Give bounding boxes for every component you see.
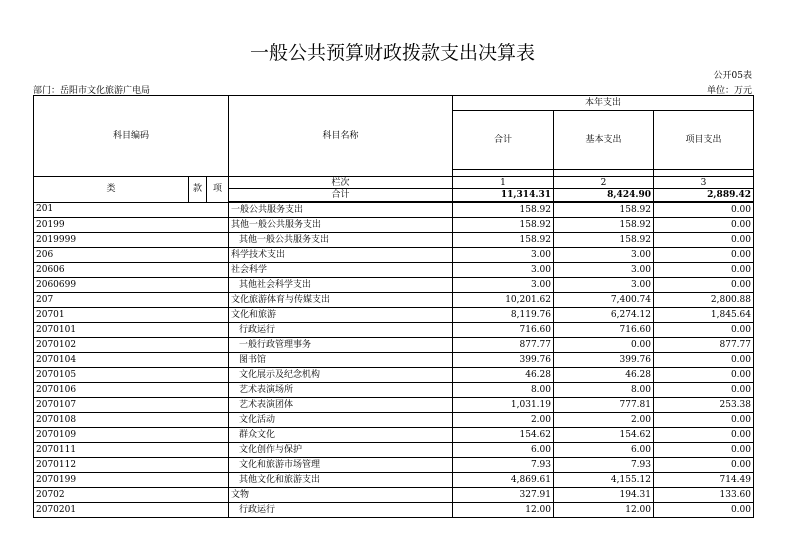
row-basic: 12.00 xyxy=(554,503,654,518)
page-title: 一般公共预算财政拨款支出决算表 xyxy=(249,42,535,64)
row-name: 一般行政管理事务 xyxy=(229,338,453,353)
row-total: 8.00 xyxy=(453,383,554,398)
row-name: 文化和旅游 xyxy=(229,308,453,323)
expenditure-table xyxy=(33,95,754,518)
row-name: 一般公共服务支出 xyxy=(229,202,453,218)
row-code: 20702 xyxy=(34,488,229,503)
row-code: 2070102 xyxy=(34,338,229,353)
row-code: 2070104 xyxy=(34,353,229,368)
row-total: 46.28 xyxy=(453,368,554,383)
table-row xyxy=(34,293,754,308)
row-code: 20606 xyxy=(34,263,229,278)
row-total: 3.00 xyxy=(453,263,554,278)
xiang-header: 项 xyxy=(207,177,229,203)
row-code: 2070111 xyxy=(34,443,229,458)
row-basic: 777.81 xyxy=(554,398,654,413)
row-basic: 7.93 xyxy=(554,458,654,473)
row-basic: 194.31 xyxy=(554,488,654,503)
row-basic: 6.00 xyxy=(554,443,654,458)
row-name: 文化和旅游市场管理 xyxy=(229,458,453,473)
table-row xyxy=(34,413,754,428)
row-project: 0.00 xyxy=(654,458,754,473)
row-total: 4,869.61 xyxy=(453,473,554,488)
row-code: 2070106 xyxy=(34,383,229,398)
row-basic: 158.92 xyxy=(554,233,654,248)
row-basic: 716.60 xyxy=(554,323,654,338)
spacer-cell xyxy=(453,170,554,177)
row-name: 其他社会科学支出 xyxy=(229,278,453,293)
row-total: 7.93 xyxy=(453,458,554,473)
row-project: 0.00 xyxy=(654,383,754,398)
row-project: 0.00 xyxy=(654,428,754,443)
table-row xyxy=(34,398,754,413)
row-basic: 158.92 xyxy=(554,218,654,233)
row-basic: 7,400.74 xyxy=(554,293,654,308)
table-row xyxy=(34,473,754,488)
row-project: 133.60 xyxy=(654,488,754,503)
table-row xyxy=(34,218,754,233)
total-row-label: 合计 xyxy=(229,189,453,203)
department-label: 部门：岳阳市文化旅游广电局 xyxy=(33,86,151,96)
row-name: 文化创作与保护 xyxy=(229,443,453,458)
row-basic: 3.00 xyxy=(554,263,654,278)
row-code: 207 xyxy=(34,293,229,308)
table-row xyxy=(34,202,754,218)
spacer-cell xyxy=(654,170,754,177)
total-row-total: 11,314.31 xyxy=(453,189,554,203)
row-name: 文化展示及纪念机构 xyxy=(229,368,453,383)
row-name: 其他文化和旅游支出 xyxy=(229,473,453,488)
row-code: 20199 xyxy=(34,218,229,233)
row-basic: 3.00 xyxy=(554,278,654,293)
table-row xyxy=(34,323,754,338)
unit-label: 单位：万元 xyxy=(706,86,752,96)
row-basic: 8.00 xyxy=(554,383,654,398)
table-row xyxy=(34,503,754,518)
row-code: 2070201 xyxy=(34,503,229,518)
row-project: 0.00 xyxy=(654,503,754,518)
row-total: 327.91 xyxy=(453,488,554,503)
row-project: 0.00 xyxy=(654,368,754,383)
table-row xyxy=(34,428,754,443)
row-project: 0.00 xyxy=(654,323,754,338)
row-project: 877.77 xyxy=(654,338,754,353)
table-row xyxy=(34,233,754,248)
form-number: 公开05表 xyxy=(713,71,752,81)
table-row xyxy=(34,458,754,473)
row-total: 8,119.76 xyxy=(453,308,554,323)
row-code: 2070101 xyxy=(34,323,229,338)
row-total: 158.92 xyxy=(453,218,554,233)
row-code: 2060699 xyxy=(34,278,229,293)
basic-header: 基本支出 xyxy=(554,111,654,170)
row-total: 877.77 xyxy=(453,338,554,353)
subject-name-header: 科目名称 xyxy=(229,96,453,177)
row-code: 2070105 xyxy=(34,368,229,383)
row-project: 0.00 xyxy=(654,443,754,458)
row-name: 文化活动 xyxy=(229,413,453,428)
spacer-cell xyxy=(554,170,654,177)
table-row xyxy=(34,488,754,503)
row-total: 6.00 xyxy=(453,443,554,458)
row-total: 399.76 xyxy=(453,353,554,368)
row-name: 社会科学 xyxy=(229,263,453,278)
col-number-3: 3 xyxy=(654,177,754,189)
row-project: 714.49 xyxy=(654,473,754,488)
table-row xyxy=(34,308,754,323)
row-total: 158.92 xyxy=(453,202,554,218)
row-total: 3.00 xyxy=(453,278,554,293)
project-header: 项目支出 xyxy=(654,111,754,170)
table-row xyxy=(34,353,754,368)
row-project: 0.00 xyxy=(654,278,754,293)
lei-header: 类 xyxy=(34,177,189,203)
total-row-basic: 8,424.90 xyxy=(554,189,654,203)
kuan-header: 款 xyxy=(189,177,207,203)
row-code: 2070112 xyxy=(34,458,229,473)
row-basic: 3.00 xyxy=(554,248,654,263)
table-row xyxy=(34,263,754,278)
table-row xyxy=(34,338,754,353)
row-code: 2070107 xyxy=(34,398,229,413)
row-name: 艺术表演场所 xyxy=(229,383,453,398)
row-name: 文物 xyxy=(229,488,453,503)
row-code: 206 xyxy=(34,248,229,263)
row-project: 0.00 xyxy=(654,353,754,368)
row-basic: 2.00 xyxy=(554,413,654,428)
row-name: 文化旅游体育与传媒支出 xyxy=(229,293,453,308)
current-year-header: 本年支出 xyxy=(453,96,754,111)
table-row xyxy=(34,368,754,383)
table-row xyxy=(34,278,754,293)
row-name: 艺术表演团体 xyxy=(229,398,453,413)
row-total: 10,201.62 xyxy=(453,293,554,308)
col-number-1: 1 xyxy=(453,177,554,189)
row-project: 0.00 xyxy=(654,248,754,263)
row-total: 158.92 xyxy=(453,233,554,248)
row-basic: 154.62 xyxy=(554,428,654,443)
total-row-project: 2,889.42 xyxy=(654,189,754,203)
row-project: 0.00 xyxy=(654,202,754,218)
col-number-2: 2 xyxy=(554,177,654,189)
row-total: 3.00 xyxy=(453,248,554,263)
subject-code-header: 科目编码 xyxy=(34,96,229,177)
column-no-label: 栏次 xyxy=(229,177,453,189)
row-name: 行政运行 xyxy=(229,323,453,338)
table-row xyxy=(34,383,754,398)
row-name: 行政运行 xyxy=(229,503,453,518)
row-code: 201 xyxy=(34,202,229,218)
row-project: 0.00 xyxy=(654,263,754,278)
row-project: 2,800.88 xyxy=(654,293,754,308)
table-row xyxy=(34,443,754,458)
row-project: 0.00 xyxy=(654,218,754,233)
row-name: 科学技术支出 xyxy=(229,248,453,263)
row-total: 1,031.19 xyxy=(453,398,554,413)
row-code: 2070199 xyxy=(34,473,229,488)
table-row xyxy=(34,248,754,263)
row-name: 其他一般公共服务支出 xyxy=(229,233,453,248)
row-code: 2019999 xyxy=(34,233,229,248)
row-total: 12.00 xyxy=(453,503,554,518)
row-total: 716.60 xyxy=(453,323,554,338)
row-basic: 399.76 xyxy=(554,353,654,368)
row-total: 2.00 xyxy=(453,413,554,428)
row-basic: 6,274.12 xyxy=(554,308,654,323)
row-basic: 158.92 xyxy=(554,202,654,218)
row-code: 2070108 xyxy=(34,413,229,428)
row-basic: 0.00 xyxy=(554,338,654,353)
total-header: 合计 xyxy=(453,111,554,170)
row-project: 0.00 xyxy=(654,233,754,248)
row-project: 253.38 xyxy=(654,398,754,413)
row-project: 0.00 xyxy=(654,413,754,428)
row-code: 20701 xyxy=(34,308,229,323)
row-code: 2070109 xyxy=(34,428,229,443)
row-name: 其他一般公共服务支出 xyxy=(229,218,453,233)
row-project: 1,845.64 xyxy=(654,308,754,323)
row-total: 154.62 xyxy=(453,428,554,443)
row-name: 群众文化 xyxy=(229,428,453,443)
row-name: 图书馆 xyxy=(229,353,453,368)
row-basic: 46.28 xyxy=(554,368,654,383)
row-basic: 4,155.12 xyxy=(554,473,654,488)
